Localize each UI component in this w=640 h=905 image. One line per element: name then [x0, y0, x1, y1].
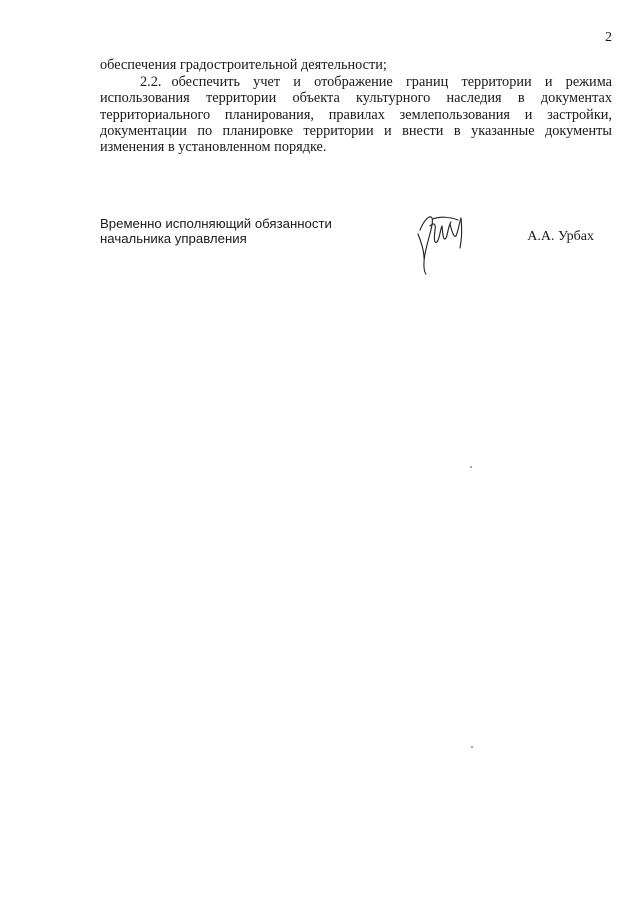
paragraph-text: обеспечить учет и отображение границ территории и режима использования территории объекта культурного наследия в документах территориального планирования, правилах землепользования и застройки, документации по планировке территории и внести в указанные документы изменения в установленном порядке.	[100, 74, 612, 156]
scan-speck	[471, 746, 473, 748]
paragraph-continuation: обеспечения градостроительной деятельности;	[100, 57, 387, 73]
signatory-title-line-1: Временно исполняющий обязанности	[100, 216, 332, 231]
signer-name: А.А. Урбах	[527, 229, 594, 244]
document-body	[100, 57, 612, 155]
signatory-title	[100, 216, 360, 246]
scan-speck	[470, 466, 472, 468]
paragraph-2-2	[100, 74, 612, 155]
signatory-title-line-2: начальника управления	[100, 231, 247, 246]
paragraph-number: 2.2.	[140, 74, 162, 91]
page-number: 2	[605, 30, 612, 45]
handwritten-signature-icon	[410, 208, 472, 278]
